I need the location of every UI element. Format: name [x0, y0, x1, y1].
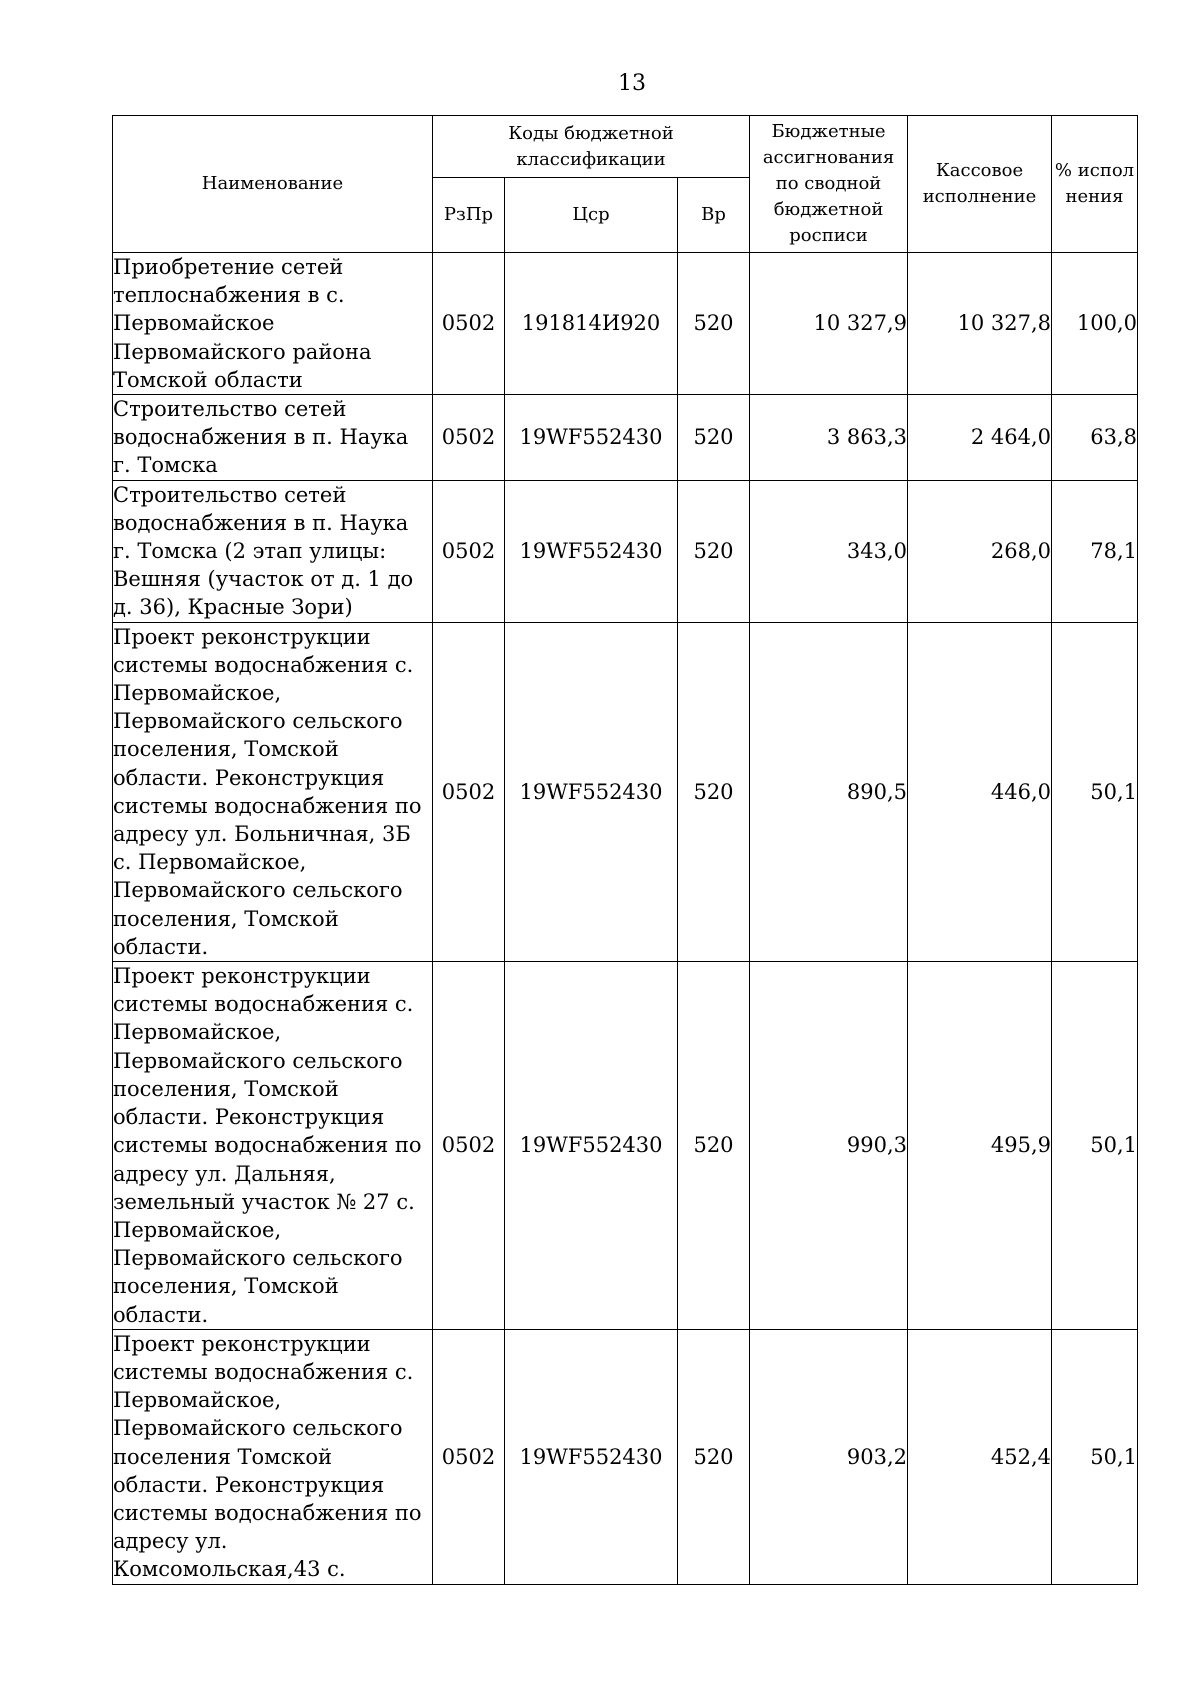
- table-row: [113, 395, 1138, 481]
- row-vr: 520: [678, 480, 750, 622]
- table-row: [113, 1329, 1138, 1584]
- header-percent: % испол нения: [1052, 116, 1138, 253]
- row-name: Проект реконструкции системы водоснабжения с. Первомайское, Первомайского сельского поселения Томской области. Реконструкция системы водоснабжения по адресу ул. Комсомольская,43 с.: [113, 1329, 433, 1584]
- header-cash: Кассовое исполнение: [908, 116, 1052, 253]
- row-rzpr: 0502: [433, 395, 505, 481]
- budget-execution-table: [112, 115, 1138, 1585]
- row-rzpr: 0502: [433, 480, 505, 622]
- row-csr: 19WF552430: [505, 962, 678, 1330]
- row-cash: 452,4: [908, 1329, 1052, 1584]
- row-cash: 495,9: [908, 962, 1052, 1330]
- header-name: Наименование: [113, 116, 433, 253]
- row-rzpr: 0502: [433, 962, 505, 1330]
- row-vr: 520: [678, 253, 750, 395]
- header-codes-group: Коды бюджетной классификации: [433, 116, 750, 178]
- row-budget: 990,3: [750, 962, 908, 1330]
- table-row: [113, 253, 1138, 395]
- header-csr: Цср: [505, 178, 678, 253]
- row-vr: 520: [678, 622, 750, 961]
- header-vr: Вр: [678, 178, 750, 253]
- row-budget: 3 863,3: [750, 395, 908, 481]
- row-percent: 100,0: [1052, 253, 1138, 395]
- row-name: Проект реконструкции системы водоснабжения с. Первомайское, Первомайского сельского поселения, Томской области. Реконструкция системы водоснабжения по адресу ул. Дальняя, земельный участок № 27 с. Первомайское, Первомайского сельского поселения, Томской области.: [113, 962, 433, 1330]
- row-budget: 343,0: [750, 480, 908, 622]
- row-csr: 19WF552430: [505, 480, 678, 622]
- row-name: Строительство сетей водоснабжения в п. Наука г. Томска: [113, 395, 433, 481]
- table-row: [113, 962, 1138, 1330]
- row-rzpr: 0502: [433, 253, 505, 395]
- row-name: Проект реконструкции системы водоснабжения с. Первомайское, Первомайского сельского поселения, Томской области. Реконструкция системы водоснабжения по адресу ул. Больничная, 3Б с. Первомайское, Первомайского сельского поселения, Томской области.: [113, 622, 433, 961]
- row-csr: 19WF552430: [505, 395, 678, 481]
- row-rzpr: 0502: [433, 1329, 505, 1584]
- row-vr: 520: [678, 395, 750, 481]
- row-cash: 10 327,8: [908, 253, 1052, 395]
- row-csr: 19WF552430: [505, 1329, 678, 1584]
- row-csr: 19WF552430: [505, 622, 678, 961]
- row-budget: 903,2: [750, 1329, 908, 1584]
- table-row: [113, 622, 1138, 961]
- row-rzpr: 0502: [433, 622, 505, 961]
- row-percent: 50,1: [1052, 1329, 1138, 1584]
- row-name: Приобретение сетей теплоснабжения в с. Первомайское Первомайского района Томской области: [113, 253, 433, 395]
- row-name: Строительство сетей водоснабжения в п. Наука г. Томска (2 этап улицы: Вешняя (участок от д. 1 до д. 36), Красные Зори): [113, 480, 433, 622]
- header-budget: Бюджетные ассигнования по сводной бюджетной росписи: [750, 116, 908, 253]
- row-cash: 2 464,0: [908, 395, 1052, 481]
- row-vr: 520: [678, 1329, 750, 1584]
- table-header: [113, 116, 1138, 253]
- row-csr: 191814И920: [505, 253, 678, 395]
- row-budget: 10 327,9: [750, 253, 908, 395]
- header-rzpr: РзПр: [433, 178, 505, 253]
- table-body: [113, 253, 1138, 1585]
- table-row: [113, 480, 1138, 622]
- page-number: 13: [618, 71, 646, 96]
- row-budget: 890,5: [750, 622, 908, 961]
- row-percent: 78,1: [1052, 480, 1138, 622]
- row-vr: 520: [678, 962, 750, 1330]
- row-cash: 446,0: [908, 622, 1052, 961]
- row-percent: 50,1: [1052, 622, 1138, 961]
- row-percent: 50,1: [1052, 962, 1138, 1330]
- row-cash: 268,0: [908, 480, 1052, 622]
- row-percent: 63,8: [1052, 395, 1138, 481]
